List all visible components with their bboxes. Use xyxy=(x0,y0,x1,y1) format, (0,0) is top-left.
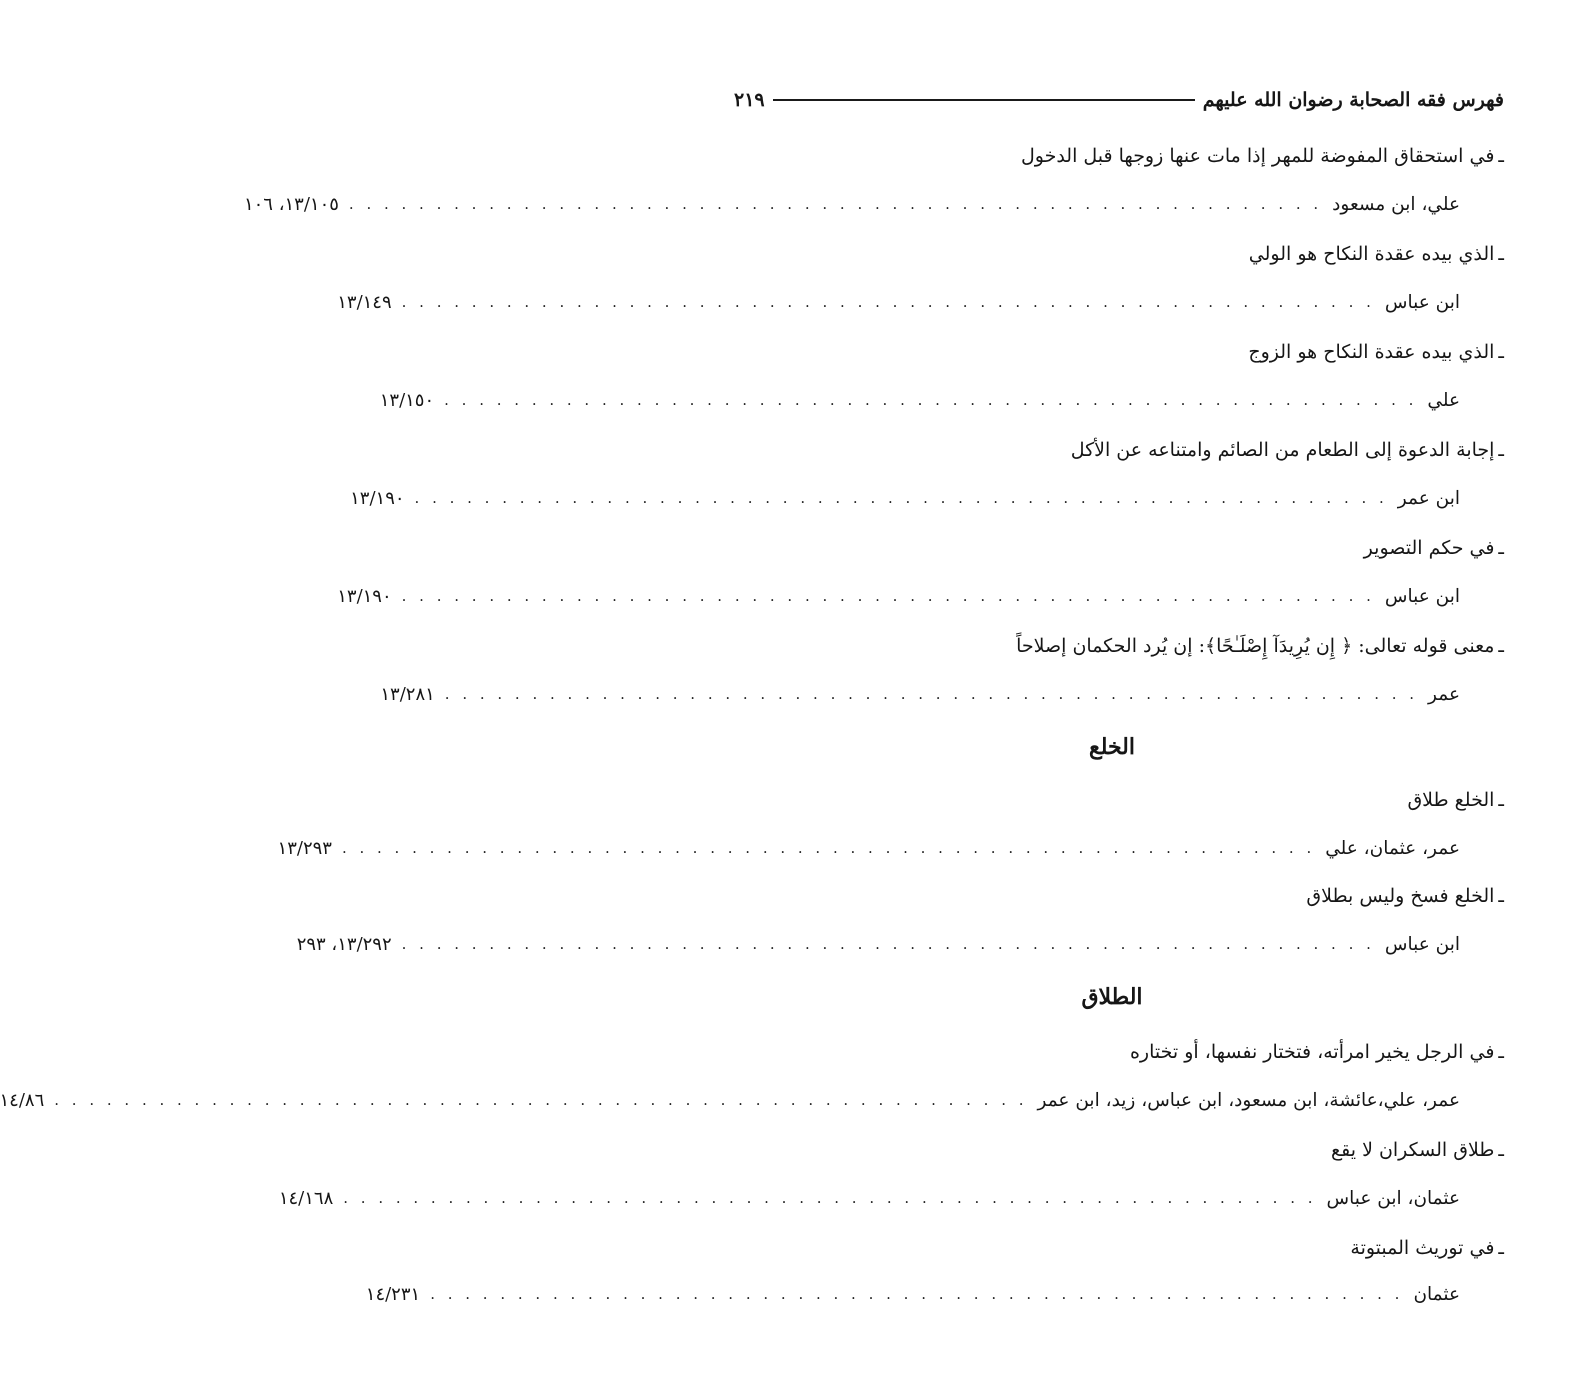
companion-names: عثمان، ابن عباس xyxy=(1326,1187,1460,1209)
quran-verse: ﴿ إِن يُرِيدَآ إِصْلَـٰحًا﴾ xyxy=(1204,635,1353,657)
dot-leader: . . . . . . . . . . . . . . . . . . . . . . . . . . . . . . . . . . . . . . . . . . . . . . . . . . . . . . . . xyxy=(54,1091,1028,1109)
volume-page-ref: ١٣/١٥٠ xyxy=(379,389,435,411)
dot-leader: . . . . . . . . . . . . . . . . . . . . . . . . . . . . . . . . . . . . . . . . . . . . . . . . . . . . . . . . xyxy=(343,1189,1317,1207)
index-citation xyxy=(277,828,1460,868)
dot-leader: . . . . . . . . . . . . . . . . . . . . . . . . . . . . . . . . . . . . . . . . . . . . . . . . . . . . . . . . xyxy=(444,685,1419,703)
dot-leader: . . . . . . . . . . . . . . . . . . . . . . . . . . . . . . . . . . . . . . . . . . . . . . . . . . . . . . . . xyxy=(341,839,1316,857)
volume-page-ref: ١٣/٢٩٢، ٢٩٣ xyxy=(296,933,392,955)
companion-names: ابن عباس xyxy=(1384,585,1460,607)
volume-page-ref: ١٣/٢٨١ xyxy=(380,683,435,705)
companion-names: ابن عمر xyxy=(1397,487,1460,509)
index-topic: ـ الخلع طلاق xyxy=(1407,789,1504,811)
companion-names: علي xyxy=(1427,389,1460,411)
index-citation xyxy=(365,1274,1460,1314)
dot-leader: . . . . . . . . . . . . . . . . . . . . . . . . . . . . . . . . . . . . . . . . . . . . . . . . . . . . . . . . xyxy=(348,195,1323,213)
index-citation xyxy=(337,282,1460,322)
index-citation xyxy=(379,380,1460,420)
dot-leader: . . . . . . . . . . . . . . . . . . . . . . . . . . . . . . . . . . . . . . . . . . . . . . . . . . . . . . . . xyxy=(401,293,1375,311)
index-citation xyxy=(278,1178,1460,1218)
volume-page-ref: ١٤/٨٦ xyxy=(0,1089,45,1111)
companion-names: عمر، علي،عائشة، ابن مسعود، ابن عباس، زيد، ابن عمر xyxy=(1037,1089,1460,1111)
index-topic: ـ في استحقاق المفوضة للمهر إذا مات عنها زوجها قبل الدخول xyxy=(1020,145,1504,167)
index-citation xyxy=(0,1080,1460,1120)
running-header xyxy=(734,82,1504,118)
index-topic: ـ الذي بيده عقدة النكاح هو الزوج xyxy=(1248,341,1504,363)
index-topic: ـ إجابة الدعوة إلى الطعام من الصائم وامتناعه عن الأكل xyxy=(1070,439,1504,461)
volume-page-ref: ١٣/١٤٩ xyxy=(337,291,392,313)
dot-leader: . . . . . . . . . . . . . . . . . . . . . . . . . . . . . . . . . . . . . . . . . . . . . . . . . . . . . . . . xyxy=(401,587,1375,605)
dot-leader: . . . . . . . . . . . . . . . . . . . . . . . . . . . . . . . . . . . . . . . . . . . . . . . . . . . . . . . . xyxy=(414,489,1388,507)
index-citation xyxy=(380,674,1460,714)
section-title-talaq: الطلاق xyxy=(1081,984,1143,1010)
index-citation xyxy=(337,576,1460,616)
volume-page-ref: ١٣/١٠٥، ١٠٦ xyxy=(243,193,339,215)
index-topic: ـ في الرجل يخير امرأته، فتختار نفسها، أو تختاره xyxy=(1129,1041,1504,1063)
volume-page-ref: ١٣/١٩٠ xyxy=(337,585,392,607)
dot-leader: . . . . . . . . . . . . . . . . . . . . . . . . . . . . . . . . . . . . . . . . . . . . . . . . . . . . . . . . xyxy=(444,391,1418,409)
companion-names: عمر، عثمان، علي xyxy=(1325,837,1460,859)
index-topic: ـ طلاق السكران لا يقع xyxy=(1331,1139,1504,1161)
index-citation xyxy=(296,924,1460,964)
page-number: ٢١٩ xyxy=(734,89,765,111)
volume-page-ref: ١٣/١٩٠ xyxy=(350,487,405,509)
dot-leader: . . . . . . . . . . . . . . . . . . . . . . . . . . . . . . . . . . . . . . . . . . . . . . . . . . . . . . . . xyxy=(401,935,1375,953)
index-topic: ـ الذي بيده عقدة النكاح هو الولي xyxy=(1248,243,1504,265)
volume-page-ref: ١٤/٢٣١ xyxy=(365,1283,421,1305)
section-title-khul: الخلع xyxy=(1088,734,1135,760)
index-topic: ـ معنى قوله تعالى: ﴿ إِن يُرِيدَآ إِصْلَـٰحًا﴾ : إن يُرد الحكمان إصلاحاً xyxy=(1016,635,1504,657)
companion-names: عمر xyxy=(1428,683,1460,705)
index-topic: ـ في توريث المبتوتة xyxy=(1350,1237,1504,1259)
volume-page-ref: ١٤/١٦٨ xyxy=(278,1187,334,1209)
dot-leader: . . . . . . . . . . . . . . . . . . . . . . . . . . . . . . . . . . . . . . . . . . . . . . . . . . . . . . . . xyxy=(430,1285,1404,1303)
companion-names: ابن عباس xyxy=(1384,291,1460,313)
companion-names: عثمان xyxy=(1413,1283,1460,1305)
index-citation xyxy=(243,184,1460,224)
companion-names: ابن عباس xyxy=(1384,933,1460,955)
companion-names: علي، ابن مسعود xyxy=(1332,193,1460,215)
index-citation xyxy=(350,478,1460,518)
header-rule xyxy=(773,99,1195,101)
index-topic: ـ الخلع فسخ وليس بطلاق xyxy=(1306,885,1504,907)
header-title: فهرس فقه الصحابة رضوان الله عليهم xyxy=(1202,89,1504,111)
index-topic: ـ في حكم التصوير xyxy=(1363,537,1504,559)
volume-page-ref: ١٣/٢٩٣ xyxy=(277,837,332,859)
